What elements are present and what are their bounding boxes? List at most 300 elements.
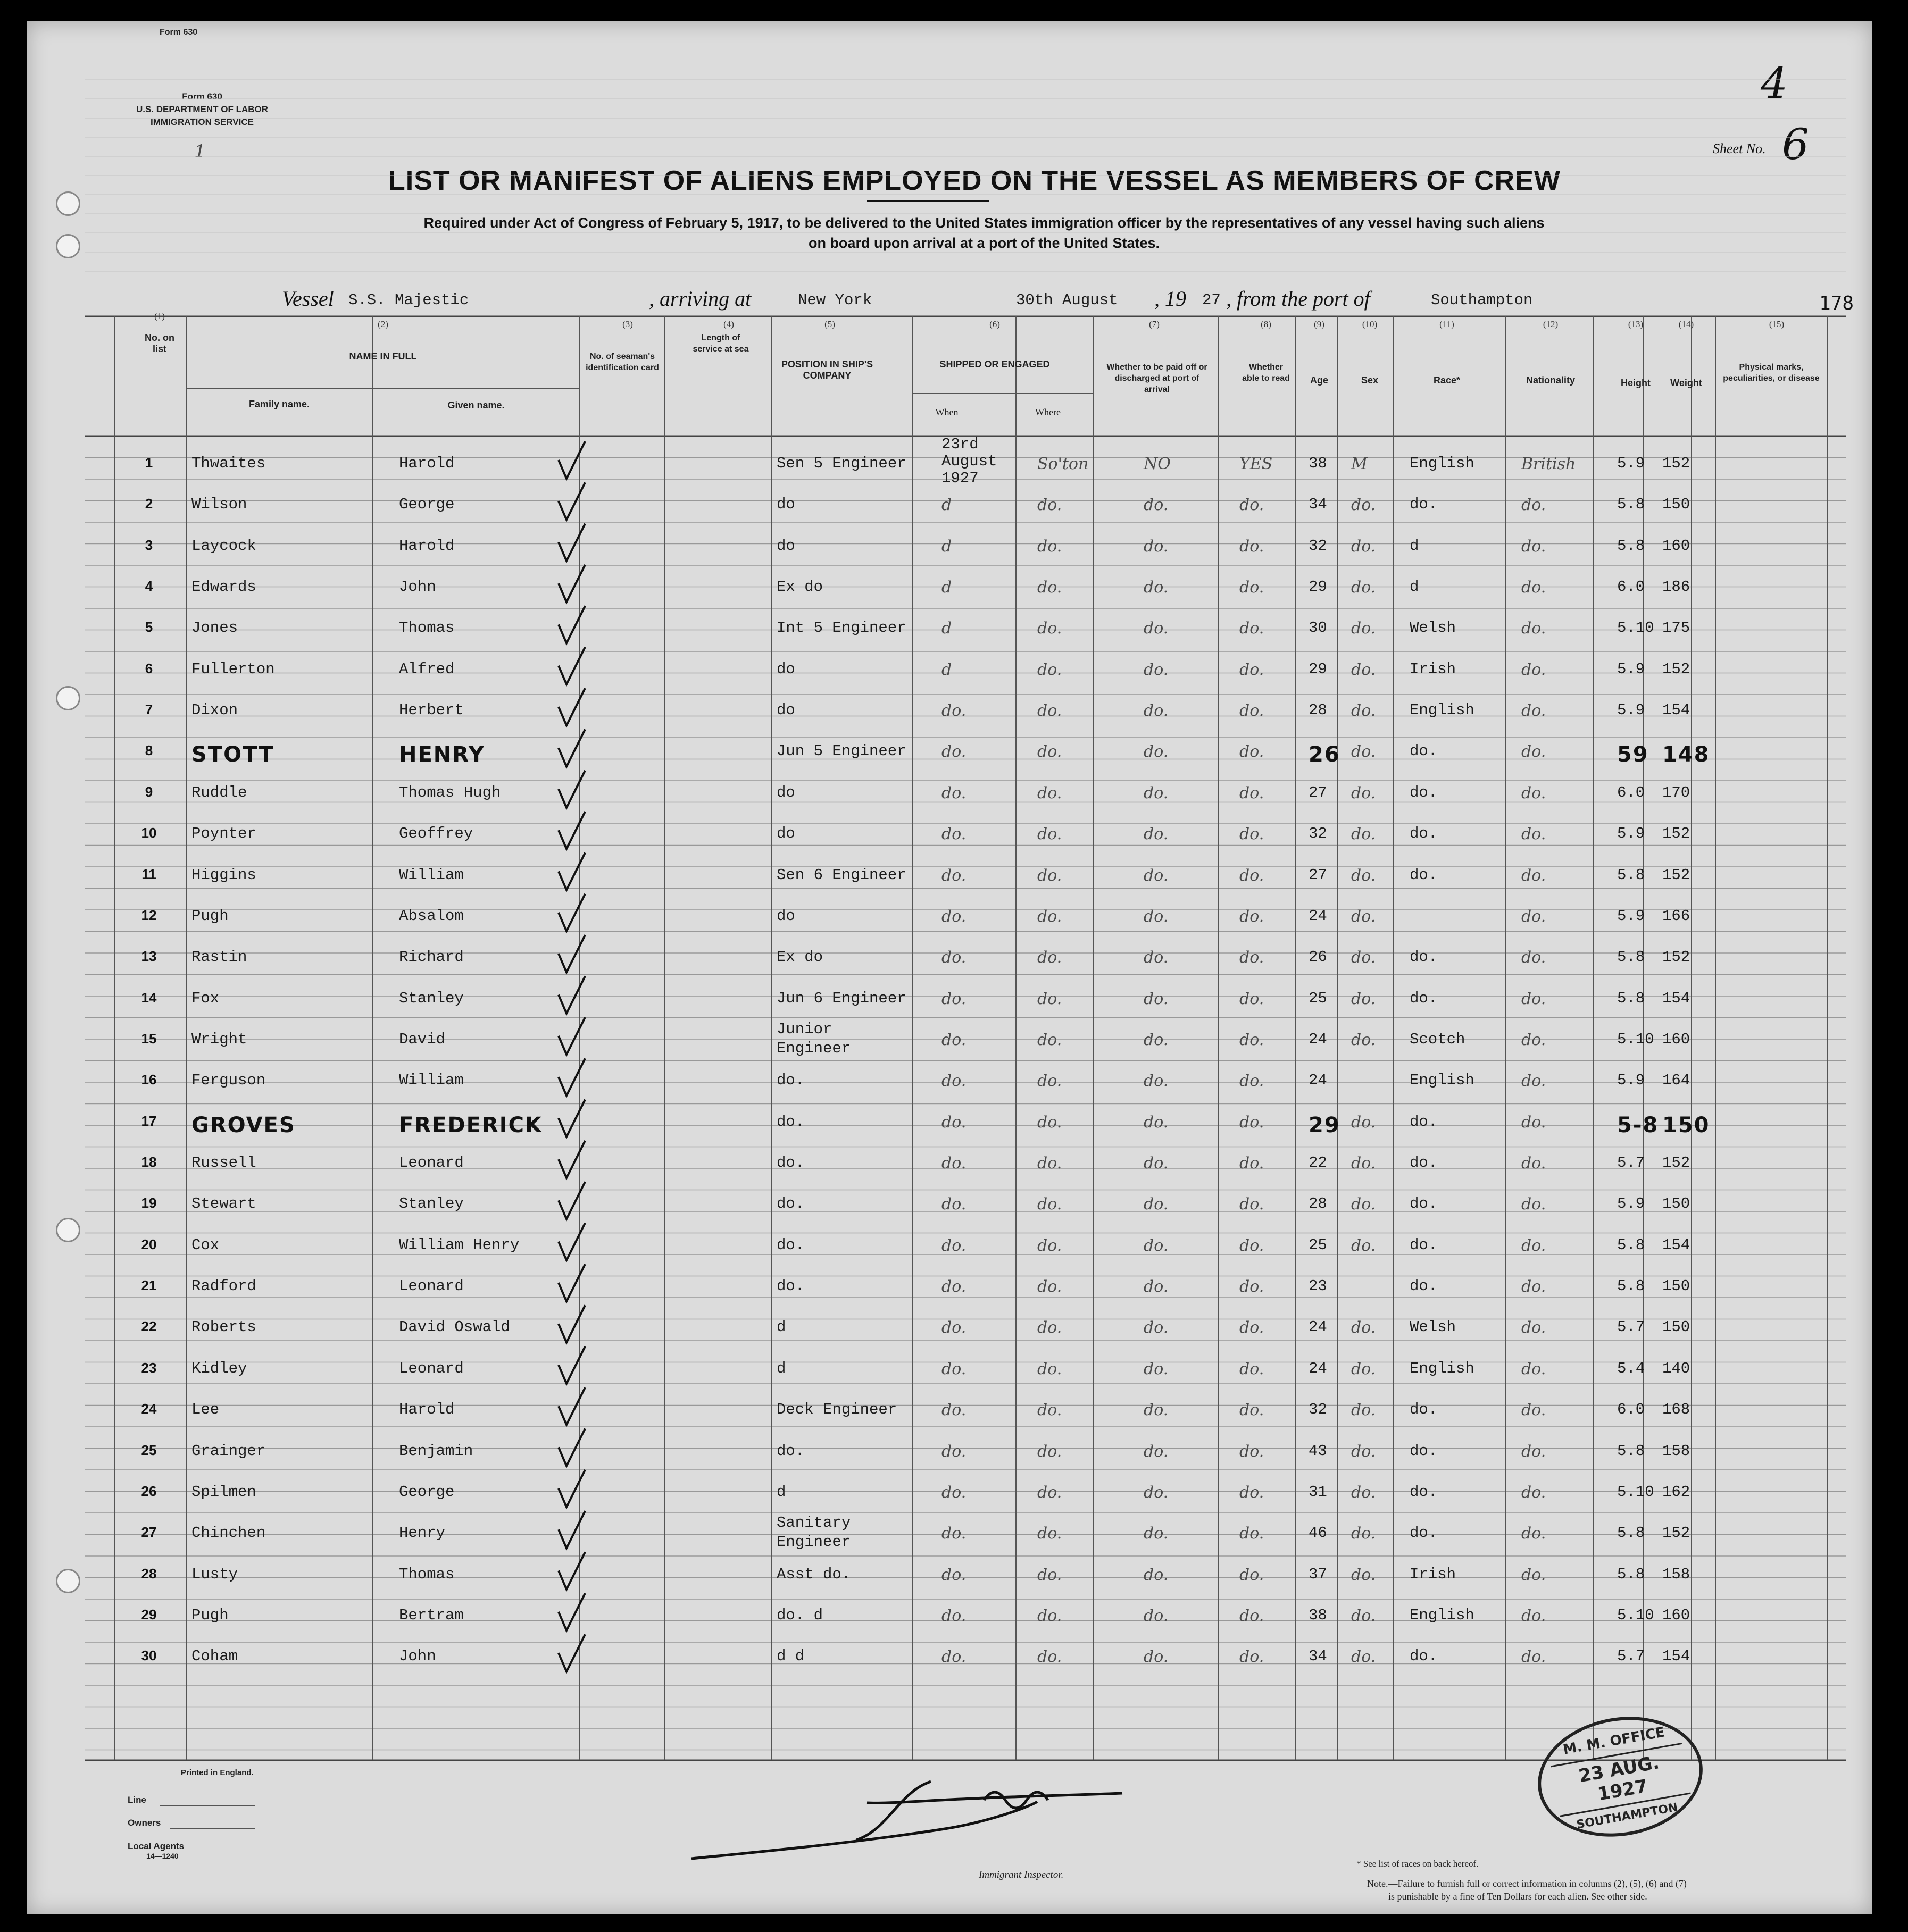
row-number: 26 [141, 1483, 157, 1499]
row-nationality-cell: do. [1521, 1277, 1546, 1297]
row-when-cell: do. [941, 1236, 967, 1255]
row-age-cell: 37 [1309, 1565, 1327, 1583]
row-when-cell: d [941, 660, 952, 679]
row-age-cell: 30 [1309, 619, 1327, 637]
col-shipped: SHIPPED OR ENGAGED [939, 359, 1050, 370]
row-race-cell: do. [1410, 1195, 1438, 1213]
row-position-cell: d [777, 1483, 786, 1501]
row-position-cell: do [777, 783, 795, 801]
col-length-service: Length of service at sea [693, 333, 749, 354]
row-given-cell: William [399, 1072, 464, 1090]
row-position-cell: Junior Engineer [777, 1020, 851, 1057]
row-weight-cell: 166 [1662, 907, 1690, 925]
col-num-6: (6) [989, 319, 1000, 329]
row-age-cell: 24 [1309, 1359, 1327, 1377]
row-where-cell: do. [1037, 1359, 1062, 1378]
row-given-cell: Geoffrey [399, 825, 473, 843]
col-num-13: (13) [1628, 319, 1644, 329]
row-weight-cell: 158 [1662, 1565, 1690, 1583]
row-family-cell: Wilson [191, 496, 247, 514]
row-paid-cell: do. [1144, 742, 1169, 762]
page-title: LIST OR MANIFEST OF ALIENS EMPLOYED ON THE VESSEL AS MEMBERS OF CREW [388, 165, 1561, 196]
check-mark [559, 1305, 585, 1342]
printed-note: Printed in England. [181, 1768, 254, 1777]
check-mark [559, 688, 585, 725]
row-sex-cell: do. [1351, 496, 1376, 515]
check-mark [559, 524, 585, 561]
check-mark [559, 441, 585, 479]
check-mark [559, 1470, 585, 1507]
row-nationality-cell: do. [1521, 619, 1546, 638]
row-paid-cell: do. [1144, 783, 1169, 802]
row-age-cell: 32 [1309, 537, 1327, 555]
row-when-cell: do. [941, 866, 967, 885]
row-paid-cell: do. [1144, 1524, 1169, 1543]
row-read-cell: do. [1239, 537, 1264, 556]
row-position-cell: do [777, 496, 795, 514]
col-able-read: Whether able to read [1242, 363, 1290, 383]
row-position-cell: do. [777, 1154, 805, 1172]
row-age-cell: 24 [1309, 1030, 1327, 1048]
row-when-cell: do. [941, 1359, 967, 1378]
row-race-cell: do. [1410, 1401, 1438, 1419]
row-when-cell: do. [941, 1524, 967, 1543]
row-position-cell: do [777, 660, 795, 678]
row-sex-cell: do. [1351, 660, 1376, 679]
row-weight-cell: 186 [1662, 578, 1690, 596]
row-number: 13 [141, 948, 157, 965]
row-nationality-cell: do. [1521, 825, 1546, 844]
row-nationality-cell: do. [1521, 1565, 1546, 1584]
row-height-cell: 6.0 [1617, 1401, 1645, 1419]
row-race-cell: Irish [1410, 1565, 1456, 1583]
row-given-cell: David Oswald [399, 1318, 510, 1336]
row-nationality-cell: do. [1521, 1318, 1546, 1337]
row-race-cell: Scotch [1410, 1030, 1465, 1048]
row-when-cell: do. [941, 1401, 967, 1420]
row-sex-cell: do. [1351, 1565, 1376, 1584]
row-family-cell: Stewart [191, 1195, 256, 1213]
row-read-cell: do. [1239, 989, 1264, 1008]
row-race-cell: Irish [1410, 660, 1456, 678]
row-family-cell: Higgins [191, 866, 256, 884]
arriving-label: , arriving at [649, 287, 752, 311]
row-given-cell: Benjamin [399, 1442, 473, 1460]
owners-label: Owners [128, 1818, 161, 1828]
row-paid-cell: do. [1144, 660, 1169, 679]
line-rule [160, 1805, 255, 1806]
row-family-cell: Pugh [191, 907, 229, 925]
row-where-cell: do. [1037, 1483, 1062, 1502]
row-where-cell: do. [1037, 1442, 1062, 1461]
check-mark [559, 1552, 585, 1590]
corner-mark: 4 [1761, 58, 1788, 108]
row-race-cell: do. [1410, 825, 1438, 843]
check-mark [559, 1182, 585, 1219]
row-number: 17 [141, 1113, 157, 1129]
check-mark [559, 1346, 585, 1384]
row-paid-cell: do. [1144, 1195, 1169, 1214]
row-sex-cell: do. [1351, 578, 1376, 597]
subtitle: Required under Act of Congress of February 5, 1917, to be delivered to the United States immigration officer by the representatives of any vessel having such aliens on board upon arrival at a port of the United States. [423, 215, 1545, 251]
row-age-cell: 34 [1309, 496, 1327, 514]
row-where-cell: do. [1037, 537, 1062, 556]
row-position-cell: Asst do. [777, 1565, 851, 1583]
row-number: 20 [141, 1236, 157, 1252]
row-position-cell: d [777, 1318, 786, 1336]
row-when-cell: do. [941, 701, 967, 721]
row-race-cell: English [1410, 1606, 1474, 1624]
col-paid-off: Whether to be paid off or discharged at port of arrival [1106, 363, 1207, 394]
row-given-cell: Harold [399, 1401, 455, 1419]
row-family-cell: Poynter [191, 825, 256, 843]
row-read-cell: do. [1239, 907, 1264, 926]
row-family-cell: Cox [191, 1236, 220, 1254]
row-sex-cell: do. [1351, 619, 1376, 638]
row-age-cell: 24 [1309, 1072, 1327, 1090]
row-number: 25 [141, 1442, 157, 1458]
row-when-cell: d [941, 619, 952, 638]
row-family-cell: Roberts [191, 1318, 256, 1336]
row-paid-cell: do. [1144, 1483, 1169, 1502]
row-age-cell: 27 [1309, 783, 1327, 801]
row-nationality-cell: do. [1521, 989, 1546, 1008]
row-given-cell: Harold [399, 455, 455, 472]
row-sex-cell: do. [1351, 1524, 1376, 1543]
col-num-12: (12) [1543, 319, 1559, 329]
row-where-cell: do. [1037, 989, 1062, 1008]
row-height-cell: 5.7 [1617, 1318, 1645, 1336]
row-position-cell: d [777, 1359, 786, 1377]
row-nationality-cell: do. [1521, 660, 1546, 679]
agents-code: 14—1240 [146, 1852, 179, 1860]
row-weight-cell: 148 [1662, 742, 1710, 767]
row-sex-cell: do. [1351, 948, 1376, 967]
row-height-cell: 5.8 [1617, 948, 1645, 966]
row-given-cell: Stanley [399, 989, 464, 1007]
row-paid-cell: do. [1144, 701, 1169, 721]
row-number: 18 [141, 1154, 157, 1170]
row-read-cell: do. [1239, 1236, 1264, 1255]
row-sex-cell: do. [1351, 1647, 1376, 1667]
row-race-cell: English [1410, 701, 1474, 720]
row-read-cell: do. [1239, 1154, 1264, 1173]
row-number: 8 [145, 742, 153, 759]
row-age-cell: 26 [1309, 742, 1340, 767]
row-sex-cell: do. [1351, 1195, 1376, 1214]
col-when: When [935, 407, 959, 417]
col-num-7: (7) [1149, 319, 1160, 329]
row-weight-cell: 154 [1662, 989, 1690, 1007]
sheet-number: 6 [1782, 120, 1809, 169]
row-height-cell: 5.10 [1617, 1030, 1654, 1048]
row-race-cell: do. [1410, 1442, 1438, 1460]
office-stamp: M. M. OFFICE 23 AUG. 1927 SOUTHAMPTON [1528, 1704, 1712, 1850]
row-position-cell: do [777, 825, 795, 843]
col-name-in-full: NAME IN FULL [349, 351, 417, 362]
row-number: 16 [141, 1072, 157, 1088]
row-family-cell: Kidley [191, 1359, 247, 1377]
row-race-cell: do. [1410, 783, 1438, 801]
row-sex-cell: do. [1351, 907, 1376, 926]
row-height-cell: 5.9 [1617, 907, 1645, 925]
row-given-cell: HENRY [399, 742, 485, 767]
row-when-cell: do. [941, 1030, 967, 1049]
row-family-cell: Chinchen [191, 1524, 266, 1542]
row-number: 15 [141, 1030, 157, 1047]
row-weight-cell: 170 [1662, 783, 1690, 801]
row-sex-cell: do. [1351, 537, 1376, 556]
row-read-cell: do. [1239, 948, 1264, 967]
row-read-cell: do. [1239, 1401, 1264, 1420]
row-family-cell: GROVES [191, 1113, 296, 1138]
row-family-cell: Pugh [191, 1606, 229, 1624]
row-age-cell: 22 [1309, 1154, 1327, 1172]
row-race-cell: English [1410, 455, 1474, 472]
row-age-cell: 38 [1309, 455, 1327, 472]
row-given-cell: Herbert [399, 701, 464, 720]
row-read-cell: do. [1239, 1647, 1264, 1667]
row-weight-cell: 140 [1662, 1359, 1690, 1377]
row-race-cell: do. [1410, 742, 1438, 760]
row-paid-cell: do. [1144, 1401, 1169, 1420]
row-where-cell: do. [1037, 701, 1062, 721]
row-number: 11 [141, 866, 156, 882]
row-paid-cell: do. [1144, 989, 1169, 1008]
row-family-cell: Laycock [191, 537, 256, 555]
row-read-cell: do. [1239, 742, 1264, 762]
row-weight-cell: 152 [1662, 1524, 1690, 1542]
row-age-cell: 25 [1309, 989, 1327, 1007]
sheet-label: Sheet No. [1713, 141, 1766, 156]
row-where-cell: do. [1037, 1030, 1062, 1049]
row-age-cell: 29 [1309, 578, 1327, 596]
row-sex-cell: do. [1351, 1113, 1376, 1132]
row-nationality-cell: do. [1521, 1072, 1546, 1091]
col-family-name: Family name. [248, 399, 310, 409]
row-paid-cell: do. [1144, 1030, 1169, 1049]
row-nationality-cell: do. [1521, 537, 1546, 556]
row-sex-cell: M [1351, 455, 1368, 473]
col-num-14: (14) [1678, 319, 1694, 329]
row-nationality-cell: do. [1521, 866, 1546, 885]
row-position-cell: do. d [777, 1606, 823, 1624]
row-age-cell: 28 [1309, 701, 1327, 720]
row-sex-cell: do. [1351, 1359, 1376, 1378]
check-mark [559, 565, 585, 602]
check-mark [559, 1511, 585, 1548]
row-read-cell: do. [1239, 496, 1264, 515]
row-paid-cell: do. [1144, 578, 1169, 597]
row-given-cell: William [399, 866, 464, 884]
row-nationality-cell: do. [1521, 1647, 1546, 1667]
row-position-cell: do. [777, 1236, 805, 1254]
col-num-9: (9) [1314, 319, 1324, 329]
row-position-cell: do [777, 701, 795, 720]
check-mark [559, 935, 585, 972]
row-height-cell: 5.9 [1617, 660, 1645, 678]
col-num-8: (8) [1261, 319, 1271, 329]
row-read-cell: do. [1239, 660, 1264, 679]
col-num-10: (10) [1362, 319, 1378, 329]
row-paid-cell: do. [1144, 1154, 1169, 1173]
col-weight: Weight [1670, 378, 1702, 388]
row-number: 7 [145, 701, 153, 718]
row-when-cell: do. [941, 1647, 967, 1667]
row-when-cell: d [941, 537, 952, 556]
row-paid-cell: do. [1144, 496, 1169, 515]
row-height-cell: 5.4 [1617, 1359, 1645, 1377]
row-height-cell: 5.8 [1617, 1277, 1645, 1295]
row-where-cell: do. [1037, 1277, 1062, 1297]
col-race: Race* [1433, 375, 1461, 386]
row-age-cell: 23 [1309, 1277, 1327, 1295]
row-given-cell: Harold [399, 537, 455, 555]
row-given-cell: George [399, 1483, 455, 1501]
row-age-cell: 38 [1309, 1606, 1327, 1624]
row-weight-cell: 152 [1662, 660, 1690, 678]
row-nationality-cell: do. [1521, 1236, 1546, 1255]
row-when-cell: do. [941, 1318, 967, 1337]
row-race-cell: do. [1410, 866, 1438, 884]
vessel-name: S.S. Majestic [348, 291, 469, 309]
row-height-cell: 5.10 [1617, 1483, 1654, 1501]
row-race-cell: do. [1410, 1277, 1438, 1295]
row-paid-cell: do. [1144, 825, 1169, 844]
row-family-cell: Coham [191, 1647, 238, 1666]
row-number: 3 [145, 537, 153, 553]
row-family-cell: Rastin [191, 948, 247, 966]
col-where: Where [1035, 407, 1061, 417]
row-height-cell: 5.8 [1617, 989, 1645, 1007]
row-nationality-cell: do. [1521, 1030, 1546, 1049]
col-num-3: (3) [622, 319, 633, 329]
check-mark [559, 812, 585, 849]
row-nationality-cell: do. [1521, 1442, 1546, 1461]
row-weight-cell: 152 [1662, 455, 1690, 472]
row-number: 14 [141, 989, 157, 1006]
races-note: * See list of races on back hereof. [1356, 1859, 1479, 1869]
row-given-cell: Thomas Hugh [399, 783, 501, 801]
row-given-cell: Leonard [399, 1359, 464, 1377]
row-where-cell: do. [1037, 948, 1062, 967]
row-family-cell: Spilmen [191, 1483, 256, 1501]
row-paid-cell: do. [1144, 866, 1169, 885]
row-sex-cell: do. [1351, 1030, 1376, 1049]
row-paid-cell: do. [1144, 1442, 1169, 1461]
row-position-cell: do. [777, 1113, 805, 1131]
row-where-cell: do. [1037, 742, 1062, 762]
row-nationality-cell: British [1521, 455, 1576, 473]
row-paid-cell: do. [1144, 1318, 1169, 1337]
row-position-cell: Sen 5 Engineer [777, 455, 906, 472]
row-position-cell: Sen 6 Engineer [777, 866, 906, 884]
row-height-cell: 5.8 [1617, 496, 1645, 514]
row-number: 23 [141, 1359, 157, 1376]
row-when-cell: do. [941, 742, 967, 762]
col-physical: Physical marks, peculiarities, or disease [1723, 363, 1820, 383]
row-given-cell: Absalom [399, 907, 464, 925]
row-when-cell: do. [941, 1113, 967, 1132]
row-when-cell: do. [941, 907, 967, 926]
col-sex: Sex [1361, 375, 1379, 386]
row-race-cell: do. [1410, 1154, 1438, 1172]
row-given-cell: Alfred [399, 660, 455, 678]
row-read-cell: do. [1239, 1483, 1264, 1502]
row-height-cell: 6.0 [1617, 783, 1645, 801]
row-position-cell: do [777, 907, 795, 925]
row-weight-cell: 150 [1662, 496, 1690, 514]
row-number: 2 [145, 496, 153, 512]
row-when-cell: do. [941, 825, 967, 844]
row-race-cell: do. [1410, 948, 1438, 966]
row-nationality-cell: do. [1521, 1524, 1546, 1543]
row-height-cell: 5.9 [1617, 455, 1645, 472]
row-read-cell: do. [1239, 1195, 1264, 1214]
row-when-cell: 23rd August 1927 [941, 436, 997, 487]
row-where-cell: do. [1037, 619, 1062, 638]
row-where-cell: do. [1037, 1195, 1062, 1214]
row-read-cell: do. [1239, 578, 1264, 597]
row-paid-cell: do. [1144, 619, 1169, 638]
row-read-cell: do. [1239, 1442, 1264, 1461]
row-position-cell: do. [777, 1442, 805, 1460]
col-given-name: Given name. [447, 400, 505, 411]
row-read-cell: do. [1239, 783, 1264, 802]
row-family-cell: Ruddle [191, 783, 247, 801]
row-read-cell: do. [1239, 1277, 1264, 1297]
row-given-cell: Thomas [399, 619, 455, 637]
row-number: 5 [145, 619, 153, 635]
row-given-cell: Bertram [399, 1606, 464, 1624]
check-mark [559, 1387, 585, 1425]
row-family-cell: Thwaites [191, 455, 266, 472]
year-suffix: 27 [1202, 291, 1221, 309]
row-weight-cell: 154 [1662, 1647, 1690, 1666]
row-paid-cell: NO [1144, 455, 1171, 473]
row-where-cell: do. [1037, 1401, 1062, 1420]
row-given-cell: Richard [399, 948, 464, 966]
row-weight-cell: 154 [1662, 701, 1690, 720]
form-number-top: Form 630 [160, 28, 198, 37]
row-when-cell: do. [941, 948, 967, 967]
local-agents-label: Local Agents [128, 1841, 185, 1851]
row-sex-cell: do. [1351, 989, 1376, 1008]
check-mark [559, 894, 585, 931]
row-age-cell: 31 [1309, 1483, 1327, 1501]
year-prefix: , 19 [1154, 287, 1186, 311]
row-number: 27 [141, 1524, 157, 1541]
col-num-4: (4) [723, 319, 734, 329]
check-mark [559, 1429, 585, 1466]
row-position-cell: Jun 5 Engineer [777, 742, 906, 760]
ledger-mark: 1 [194, 141, 206, 162]
row-position-cell: Jun 6 Engineer [777, 989, 906, 1007]
row-given-cell: Leonard [399, 1154, 464, 1172]
row-race-cell: do. [1410, 1236, 1438, 1254]
row-where-cell: do. [1037, 866, 1062, 885]
inspector-label: Immigrant Inspector. [979, 1869, 1064, 1880]
check-mark [559, 1017, 585, 1055]
row-race-cell: Welsh [1410, 619, 1456, 637]
row-race-cell: d [1410, 537, 1419, 555]
row-height-cell: 5.9 [1617, 1072, 1645, 1090]
row-sex-cell: do. [1351, 1236, 1376, 1255]
row-height-cell: 5-8 [1617, 1113, 1659, 1138]
row-age-cell: 24 [1309, 1318, 1327, 1336]
row-age-cell: 32 [1309, 1401, 1327, 1419]
row-weight-cell: 175 [1662, 619, 1690, 637]
